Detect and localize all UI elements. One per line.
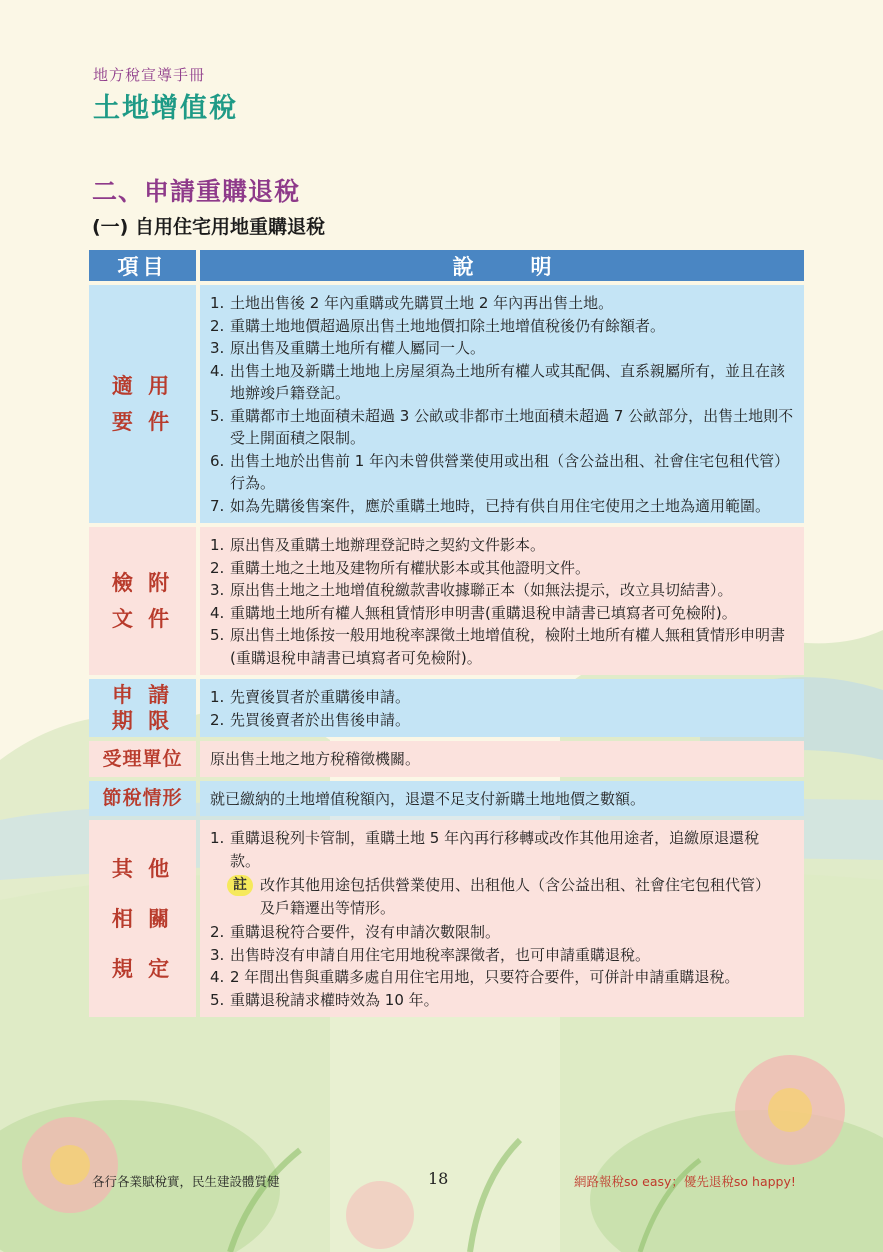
note: 註 改作其他用途包括供營業使用、出租他人（含公益出租、社會住宅包租代管）及戶籍遷出等情形。 (210, 874, 780, 919)
section-title: 二、申請重購退稅 (92, 177, 301, 206)
table-row-eligibility (89, 285, 804, 523)
list-item: 4. 出售土地及新購土地地上房屋須為土地所有權人或其配偶、直系親屬所有，並且在該地辦竣戶籍登記。 (210, 361, 786, 402)
list-item: 1. 原出售及重購土地辦理登記時之契約文件影本。 (210, 536, 546, 554)
list-item: 3. 原出售及重購土地所有權人屬同一人。 (210, 339, 486, 357)
list-item: 4. 重購地土地所有權人無租賃情形申明書(重購退稅申請書已填寫者可免檢附)。 (210, 603, 737, 622)
list-item: 5. 原出售土地係按一般用地稅率課徵土地增值稅，檢附土地所有權人無租賃情形申明書(重購退稅申請書已填寫者可免檢附)。 (210, 626, 786, 667)
row-description: 就已繳納的土地增值稅額內，退還不足支付新購土地地價之數額。 (200, 781, 804, 817)
row-label: 受理單位 (89, 741, 196, 777)
list-item: 1. 重購退稅列卡管制，重購土地 5 年內再行移轉或改作其他用途者，追繳原退還稅款。 (210, 829, 760, 870)
list-item: 2. 重購土地之土地及建物所有權狀影本或其他證明文件。 (210, 558, 591, 577)
row-description (200, 820, 804, 1017)
table-row-deadline (89, 679, 804, 737)
table-row-other-rules (89, 820, 804, 1017)
list-item: 5. 重購退稅請求權時效為 10 年。 (210, 990, 439, 1009)
list-item: 1. 先賣後買者於重購後申請。 (210, 688, 411, 706)
row-label: 申 請 期 限 (89, 679, 196, 737)
row-label: 其 他 相 關 規 定 (89, 820, 196, 1017)
list-item: 6. 出售土地於出售前 1 年內未曾供營業使用或出租（含公益出租、社會住宅包租代管）行為。 (210, 451, 790, 492)
table-row-agency (89, 741, 804, 777)
row-label: 節稅情形 (89, 781, 196, 817)
table-row-documents (89, 527, 804, 675)
row-label: 適 用 要 件 (89, 285, 196, 523)
footer-slogan-left: 各行各業賦稅實，民生建設體質健 (92, 1174, 280, 1189)
note-badge: 註 (227, 875, 253, 896)
list-item: 2. 先買後賣者於出售後申請。 (210, 710, 411, 729)
list-item: 3. 出售時沒有申請自用住宅用地稅率課徵者，也可申請重購退稅。 (210, 945, 651, 964)
page-number: 18 (428, 1169, 449, 1188)
publication-title: 地方稅宣導手冊 (93, 66, 206, 84)
header-item: 項目 (89, 250, 196, 281)
list-item: 2. 重購土地地價超過原出售土地地價扣除土地增值稅後仍有餘額者。 (210, 316, 666, 335)
list-item: 7. 如為先購後售案件，應於重購土地時，已持有供自用住宅使用之土地為適用範圍。 (210, 496, 771, 515)
row-description (200, 285, 804, 523)
footer-slogan-right: 網路報稅so easy；優先退稅so happy! (574, 1174, 796, 1189)
table-header (89, 250, 804, 281)
refund-requirements-table (89, 250, 804, 1021)
row-description: 原出售土地之地方稅稽徵機關。 (200, 741, 804, 777)
list-item: 2. 重購退稅符合要件，沒有申請次數限制。 (210, 923, 501, 941)
subsection-title: (一) 自用住宅用地重購退稅 (92, 216, 325, 238)
list-item: 4. 2 年間出售與重購多處自用住宅用地，只要符合要件，可併計申請重購退稅。 (210, 968, 740, 986)
list-item: 5. 重購都市土地面積未超過 3 公畝或非都市土地面積未超過 7 公畝部分，出售土地則不受上開面積之限制。 (210, 406, 794, 447)
row-description (200, 527, 804, 675)
chapter-title: 土地增值稅 (93, 93, 238, 124)
row-label: 檢 附 文 件 (89, 527, 196, 675)
row-description (200, 679, 804, 737)
list-item: 1. 土地出售後 2 年內重購或先購買土地 2 年內再出售土地。 (210, 294, 614, 312)
header-description: 說 明 (200, 250, 804, 281)
list-item: 3. 原出售土地之土地增值稅繳款書收據聯正本（如無法提示，改立具切結書）。 (210, 581, 733, 599)
table-row-tax-saving (89, 781, 804, 817)
